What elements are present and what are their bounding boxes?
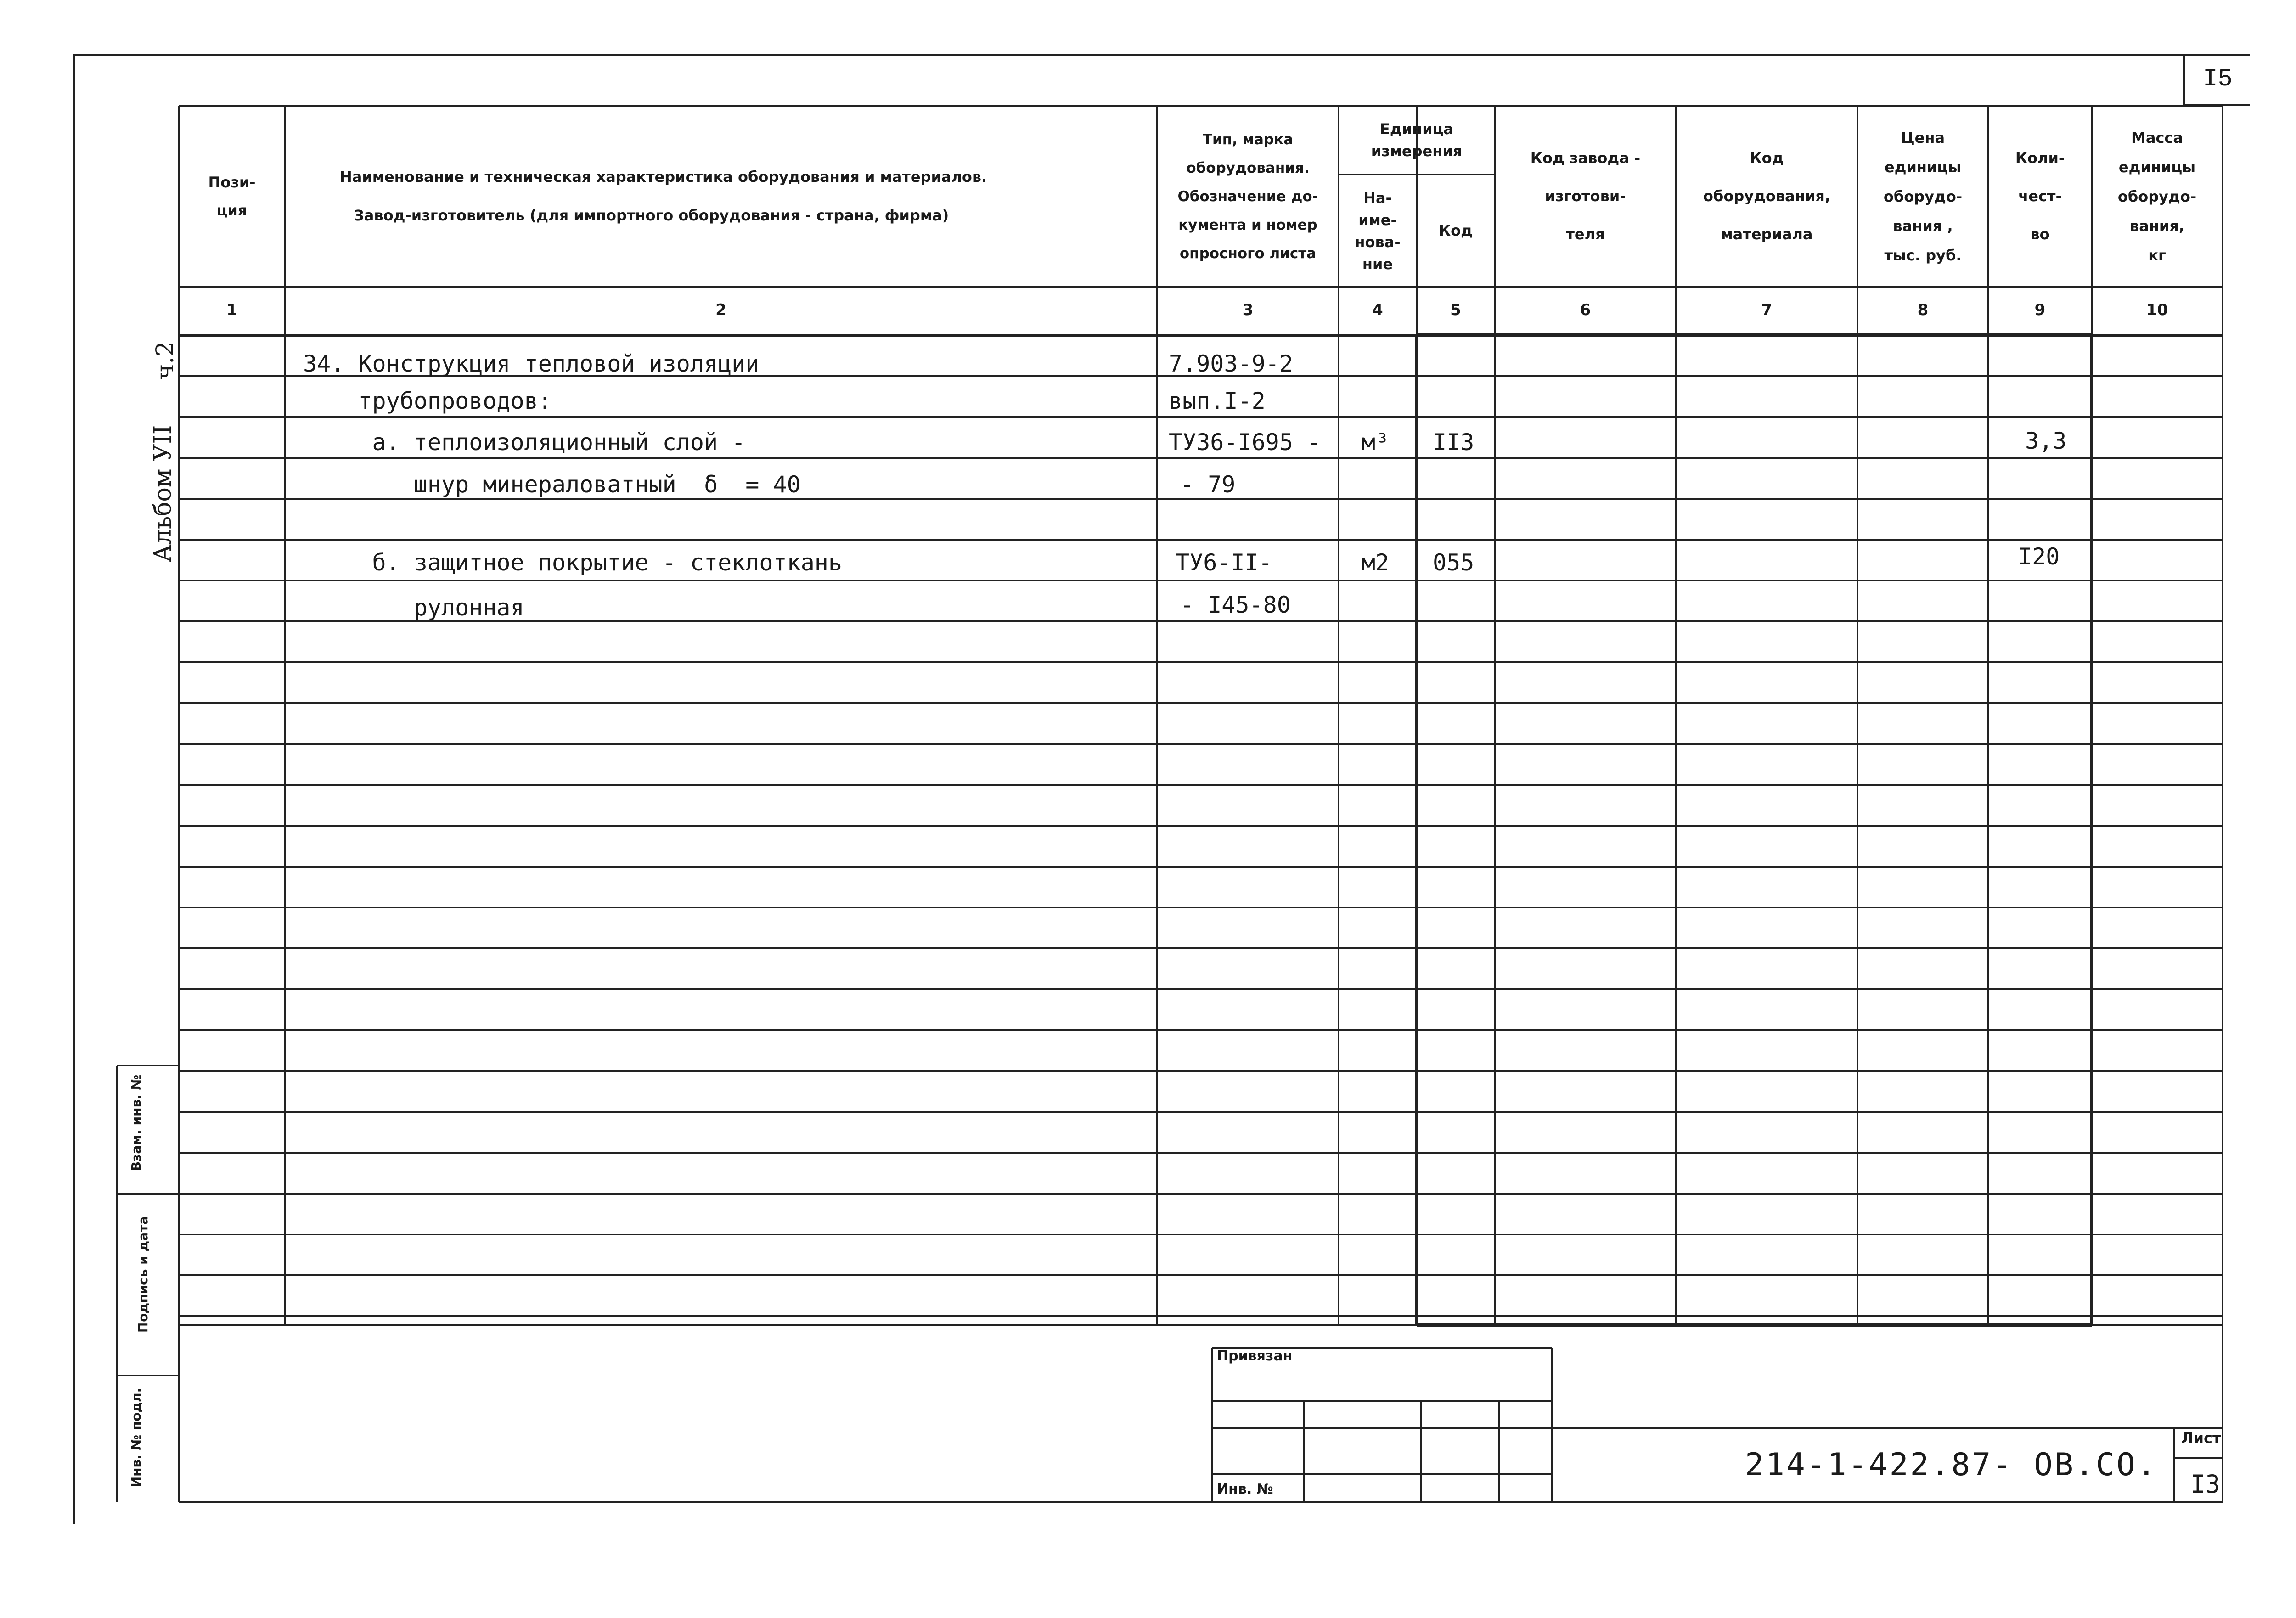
column-number-4: 4	[1372, 301, 1383, 319]
sheet-number: I5	[2203, 65, 2233, 93]
column-number-6: 6	[1580, 301, 1591, 319]
column-number-8: 8	[1917, 301, 1929, 319]
row-3-code: II3	[1433, 429, 1474, 456]
album-label: Альбом УII	[149, 425, 177, 563]
row-6-type: - I45-80	[1180, 592, 1291, 618]
part-label: ч.2	[152, 341, 179, 380]
column-number-2: 2	[715, 301, 726, 319]
row-5-qty: I20	[2018, 543, 2060, 570]
column-number-7: 7	[1761, 301, 1773, 319]
header-unit: Единица измерения	[1371, 120, 1463, 160]
row-3-qty: 3,3	[2025, 428, 2067, 454]
header-name-line2: Завод-изготовитель (для импортного оборудования - страна, фирма)	[354, 206, 949, 224]
row-5-name: б. защитное покрытие - стеклоткань	[303, 549, 842, 576]
column-number-10: 10	[2146, 301, 2168, 319]
inv-podl-label: Инв. № подл.	[129, 1387, 144, 1488]
column-number-1: 1	[226, 301, 237, 319]
document-code: 214-1-422.87- ОВ.СО.	[1745, 1447, 2158, 1483]
stamp-list-number: I3	[2190, 1470, 2221, 1499]
header-quantity: Коли- чест- во	[2015, 149, 2065, 243]
header-name-line1: Наименование и техническая характеристика оборудования и материалов.	[340, 168, 987, 186]
header-position: Пози- ция	[208, 173, 256, 219]
row-3-unit: м³	[1362, 429, 1390, 456]
header-factory-code: Код завода - изготови- теля	[1530, 149, 1641, 243]
stamp-inv-no: Инв. №	[1217, 1481, 1273, 1497]
row-4-type: - 79	[1180, 471, 1236, 498]
row-2-type: вып.I-2	[1169, 388, 1266, 414]
row-4-name: шнур минераловатный δ = 40	[303, 471, 801, 498]
stamp-privyazan: Привязан	[1217, 1348, 1293, 1364]
header-unit-name: На- име- нова- ние	[1355, 189, 1401, 273]
header-name	[285, 106, 1157, 287]
row-1-name: 34. Конструкция тепловой изоляции	[303, 350, 760, 377]
row-3-name: а. теплоизоляционный слой -	[303, 429, 746, 456]
column-number-5: 5	[1450, 301, 1461, 319]
vzam-inv-label: Взам. инв. №	[129, 1074, 144, 1172]
column-number-9: 9	[2034, 301, 2046, 319]
row-1-type: 7.903-9-2	[1169, 350, 1293, 377]
column-number-3: 3	[1242, 301, 1254, 319]
row-5-code: 055	[1433, 549, 1474, 576]
row-6-name: рулонная	[303, 594, 524, 621]
header-unit-code: Код	[1439, 222, 1473, 240]
header-price: Цена единицы оборудо- вания , тыс. руб.	[1883, 129, 1963, 264]
row-2-name: трубопроводов:	[303, 388, 552, 414]
podpis-data-label: Подпись и дата	[135, 1216, 151, 1333]
row-5-type: ТУ6-II-	[1176, 549, 1272, 576]
row-3-type: ТУ36-I695 -	[1169, 429, 1321, 456]
header-equipment-code: Код оборудования, материала	[1703, 149, 1830, 243]
header-mass: Масса единицы оборудо- вания, кг	[2117, 129, 2197, 264]
stamp-list-label: Лист	[2181, 1429, 2221, 1447]
row-5-unit: м2	[1362, 549, 1390, 576]
header-type: Тип, марка оборудования. Обозначение до- кумента и номер опросного листа	[1177, 131, 1318, 262]
